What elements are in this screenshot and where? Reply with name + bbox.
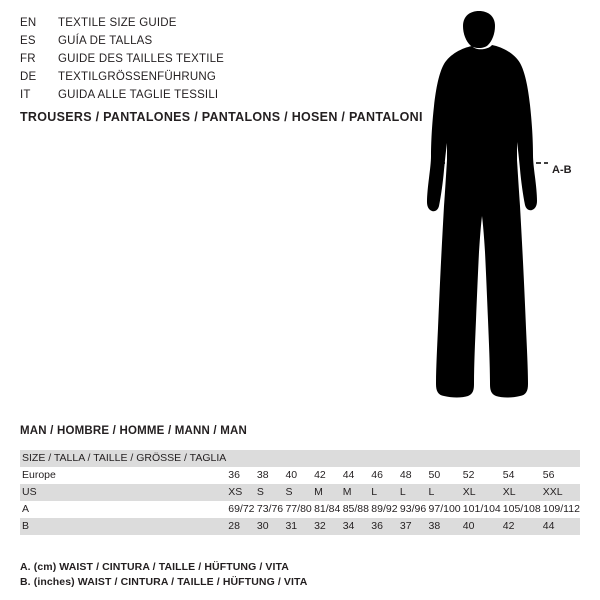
footnotes [20,560,307,590]
language-title: GUÍA DE TALLAS [58,35,153,47]
language-title: GUIDA ALLE TAGLIE TESSILI [58,89,219,101]
language-row [20,50,380,68]
language-row [20,86,380,104]
cell [341,450,370,467]
cell: 34 [342,520,355,532]
cell: 42 [314,469,326,481]
cell: L [371,486,378,498]
row-label: A [22,503,30,515]
cell: 38 [256,469,269,481]
cell: 69/72 [228,503,255,515]
table-row [20,484,580,501]
cell [541,450,580,467]
cell: 37 [399,520,412,532]
cell: 46 [371,469,383,481]
cell: 50 [428,469,441,481]
cell: 89/92 [371,503,398,515]
footnote-b: B. (inches) WAIST / CINTURA / TAILLE / HÜFTUNG / VITA [20,576,308,588]
cell: 40 [462,520,475,532]
cell: 42 [502,520,515,532]
cell [226,450,255,467]
cell: M [314,486,323,498]
cell [283,450,312,467]
language-title-list [20,14,380,104]
cell: 93/96 [399,503,427,515]
table-row [20,501,580,518]
table-row [20,450,580,467]
cell: S [256,486,264,498]
language-code: IT [20,89,31,101]
language-code: ES [20,35,36,47]
cell: 101/104 [462,503,501,515]
language-title: GUIDE DES TAILLES TEXTILE [58,53,225,65]
measure-label-ab: A-B [552,164,572,176]
cell: 44 [542,520,555,532]
table-title: MAN / HOMBRE / HOMME / MANN / MAN [20,425,248,437]
cell: 85/88 [342,503,369,515]
cell: 32 [314,520,326,532]
cell [427,450,461,467]
cell: 81/84 [314,503,341,515]
language-title: TEXTILE SIZE GUIDE [58,17,177,29]
cell: 54 [502,469,515,481]
cell: 56 [542,469,555,481]
cell: L [428,486,435,498]
cell: 105/108 [502,503,541,515]
language-code: DE [20,71,37,83]
row-label: SIZE / TALLA / TAILLE / GRÖSSE / TAGLIA [22,452,227,464]
cell: 77/80 [285,503,312,515]
garment-heading: TROUSERS / PANTALONES / PANTALONS / HOSEN / PANTALONI [20,110,423,124]
cell: 109/112 [542,503,580,515]
cell: XS [228,486,243,498]
cell [501,450,541,467]
cell [369,450,398,467]
cell [461,450,501,467]
cell: S [285,486,293,498]
language-code: EN [20,17,37,29]
size-table [20,450,580,535]
male-silhouette-icon [400,10,600,410]
cell: XXL [542,486,563,498]
cell [398,450,427,467]
table-row [20,518,580,535]
cell: 73/76 [256,503,284,515]
row-label: B [22,520,30,532]
row-label: US [22,486,37,498]
cell: 97/100 [428,503,461,515]
cell: 28 [228,520,240,532]
language-code: FR [20,53,36,65]
language-row [20,14,380,32]
language-title: TEXTILGRÖSSENFÜHRUNG [58,71,216,83]
cell: 31 [285,520,298,532]
table-row [20,467,580,484]
language-row [20,32,380,50]
cell: 36 [371,520,383,532]
cell: M [342,486,352,498]
figure-illustration [400,10,600,410]
cell: 52 [462,469,475,481]
cell: 36 [228,469,240,481]
cell: 30 [256,520,269,532]
cell: 40 [285,469,298,481]
footnote-a: A. (cm) WAIST / CINTURA / TAILLE / HÜFTUNG / VITA [20,561,289,573]
cell: 38 [428,520,441,532]
cell: 48 [399,469,412,481]
cell [255,450,284,467]
cell: L [399,486,406,498]
cell [312,450,341,467]
cell: 44 [342,469,355,481]
cell: XL [502,486,516,498]
cell: XL [462,486,476,498]
language-row [20,68,380,86]
row-label: Europe [22,469,56,481]
